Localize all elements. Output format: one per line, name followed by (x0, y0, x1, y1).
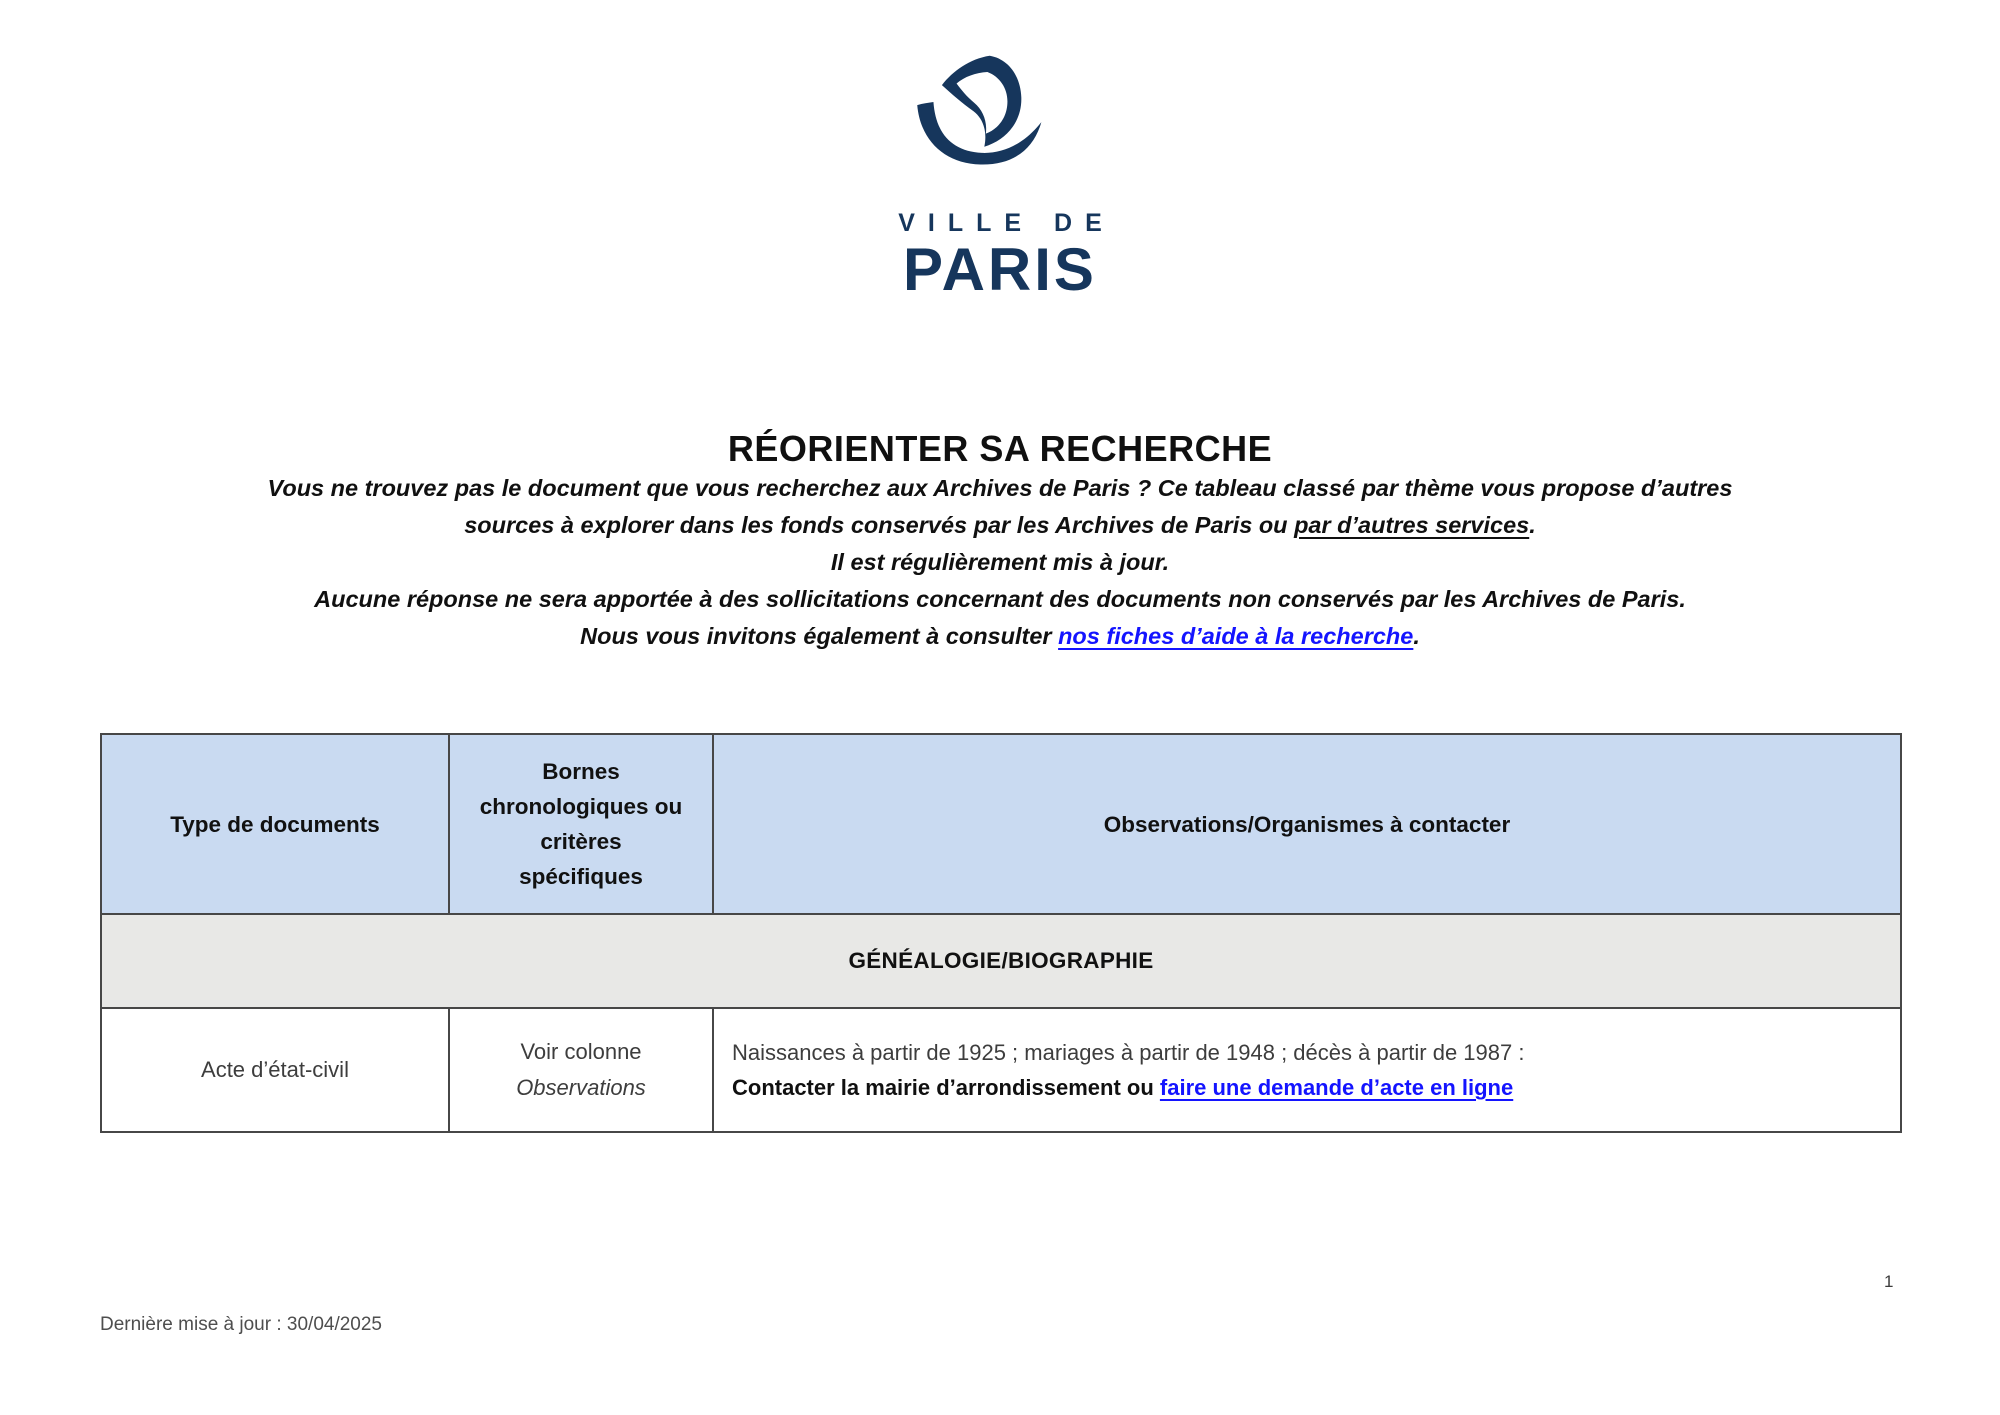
intro-paragraph-1 (92, 470, 1908, 581)
logo-text-paris: PARIS (903, 236, 1097, 303)
research-help-sheets-link[interactable]: nos fiches d’aide à la recherche (1058, 623, 1414, 649)
last-update-text: Dernière mise à jour : 30/04/2025 (100, 1314, 382, 1335)
intro-p1-line3: Il est régulièrement mis à jour. (830, 549, 1170, 575)
table-section-row (101, 914, 1901, 1008)
bornes-line2-observations: Observations (516, 1075, 646, 1100)
cell-type-acte-etat-civil: Acte d’état-civil (101, 1008, 449, 1132)
intro-p1-line1: Vous ne trouvez pas le document que vous recherchez aux Archives de Paris ? Ce tableau classé par thème vous propose d’autres (267, 475, 1733, 501)
page-title: RÉORIENTER SA RECHERCHE (727, 428, 1273, 469)
section-genealogie-biographie: GÉNÉALOGIE/BIOGRAPHIE (101, 914, 1901, 1008)
header-bornes-chronologiques: Bornes chronologiques ou critères spécifiques (449, 734, 713, 914)
table-header-row (101, 734, 1901, 914)
other-services-underlined-text: par d’autres services (1294, 512, 1530, 538)
observations-line1: Naissances à partir de 1925 ; mariages à partir de 1948 ; décès à partir de 1987 : (732, 1040, 1525, 1065)
ville-de-paris-sailboat-icon (0, 36, 2000, 207)
cell-bornes-voir-colonne (449, 1008, 713, 1132)
intro-p3-pre: Nous vous invitons également à consulter (580, 623, 1059, 649)
header-type-de-documents: Type de documents (101, 734, 449, 914)
reorientation-table (100, 733, 1902, 1133)
demande-acte-en-ligne-link[interactable]: faire une demande d’acte en ligne (1159, 1075, 1514, 1100)
intro-paragraph-2: Aucune réponse ne sera apportée à des sollicitations concernant des documents non conservés par les Archives de Paris. (314, 586, 1686, 612)
observations-line2-bold: Contacter la mairie d’arrondissement ou (732, 1075, 1160, 1100)
table-row (101, 1008, 1901, 1132)
logo-text-ville-de: VILLE DE (898, 209, 1115, 237)
header-observations-organismes: Observations/Organismes à contacter (713, 734, 1901, 914)
cell-observations (713, 1008, 1901, 1132)
intro-paragraph-3 (92, 618, 1908, 655)
ville-de-paris-logo (0, 0, 2000, 303)
intro-p3-post: . (1413, 623, 1420, 649)
intro-p1-line2-pre: sources à explorer dans les fonds conservés par les Archives de Paris ou (464, 512, 1295, 538)
intro-paragraphs (92, 470, 1908, 655)
intro-p1-line2-post: . (1529, 512, 1536, 538)
page-number: 1 (1884, 1272, 1894, 1291)
bornes-line1: Voir colonne (520, 1039, 642, 1064)
